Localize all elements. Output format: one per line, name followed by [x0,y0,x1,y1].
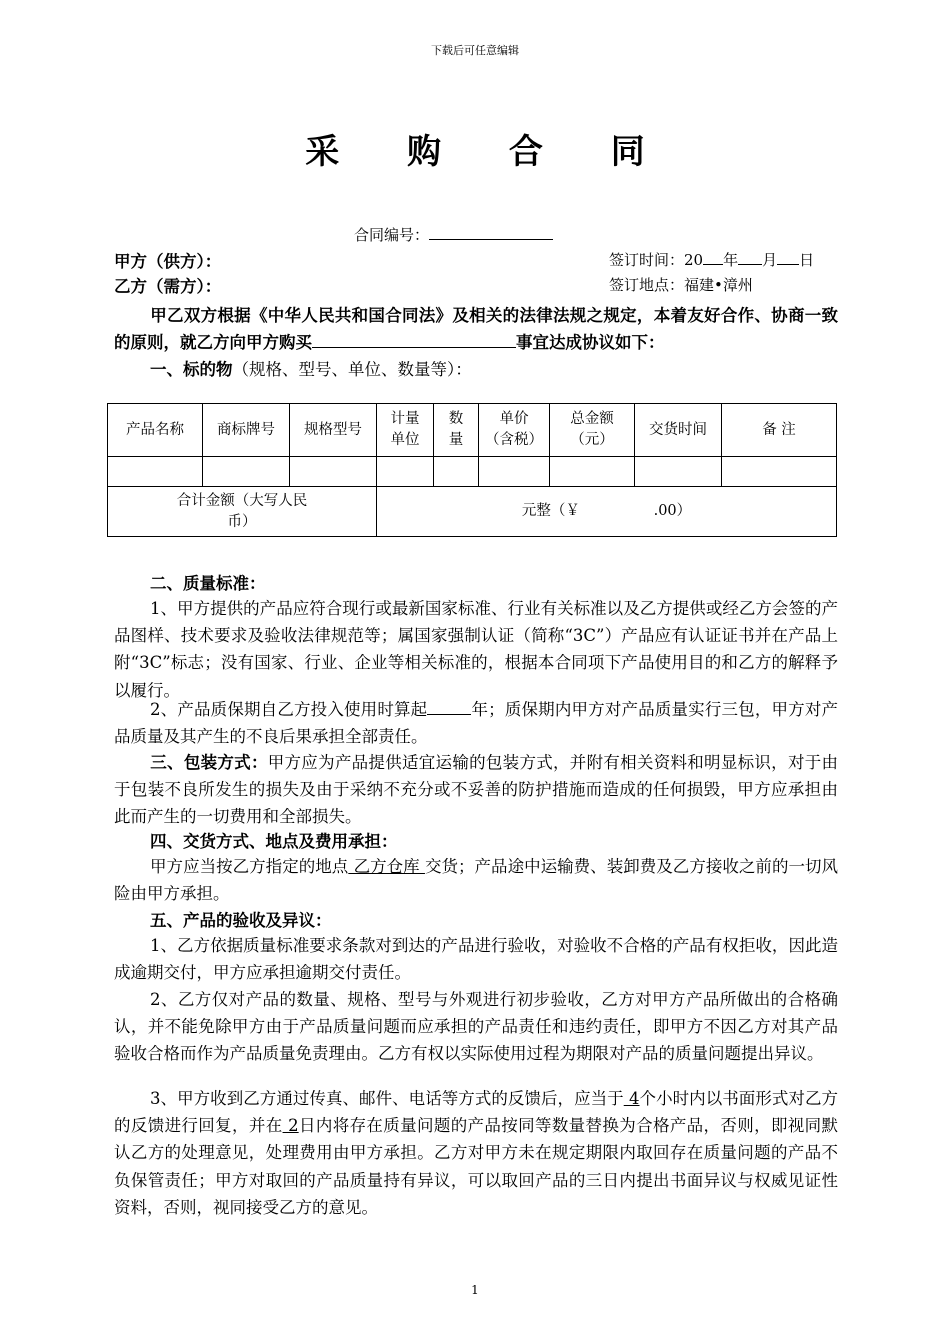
section-1-title: 一、标的物 [150,360,233,379]
col-total-amount: 总金额 （元） [550,404,635,457]
party-a-label: 甲方（供方）： [114,252,222,271]
cell-total-amount[interactable] [550,457,635,487]
cell-product-name[interactable] [108,457,203,487]
section-2-heading: 二、质量标准： [150,574,266,593]
section-5-paragraph-3: 3、甲方收到乙方通过传真、邮件、电话等方式的反馈后，应当于 4个小时内以书面形式对乙方的反馈进行回复，并在 2日内将存在质量问题的产品按同等数量替换为合格产品，否则，即视同默认乙方的处理意见，处理费用由甲方承担。乙方对甲方未在规定期限内取回存在质量问题的产品不负保管责任；甲方对取回的产品质量持有异议，可以取回产品的三日内提出书面异议与权威见证性资料，否则，视同接受乙方的意见。 [114,1089,839,1217]
cell-unit[interactable] [377,457,434,487]
page-number: 1 [471,1283,479,1297]
total-amount-value[interactable]: 元整（￥ .00） [377,487,837,537]
contract-number-label: 合同编号： [354,226,430,244]
party-b-label: 乙方（需方）： [114,277,222,296]
intro-paragraph [114,302,838,356]
purchase-item-blank[interactable] [312,333,516,348]
spec-table [107,403,837,537]
col-product-name: 产品名称 [108,404,203,457]
col-remarks: 备 注 [722,404,837,457]
contract-number-line [354,224,553,245]
contract-number-blank[interactable] [429,225,553,240]
cell-brand[interactable] [203,457,290,487]
sign-day-unit: 日 [799,251,815,269]
col-unit: 计量 单位 [377,404,434,457]
reply-hours: 4 [623,1089,640,1108]
col-delivery-time: 交货时间 [635,404,722,457]
sign-month-blank[interactable] [738,250,762,265]
table-header-row [108,404,837,457]
section-2-paragraph-2: 2、产品质保期自乙方投入使用时算起 年；质保期内甲方对产品质量实行三包，甲方对产品质量及其产生的不良后果承担全部责任。 [114,700,839,747]
sign-day-blank[interactable] [777,250,799,265]
section-3-title: 三、包装方式： [150,753,268,772]
replace-days: 2 [282,1116,299,1136]
section-3-paragraph: 三、包装方式：甲方应为产品提供适宜运输的包装方式，并附有相关资料和明显标识，对于由于包装不良所发生的损失及由于采纳不充分或不妥善的防护措施而造成的任何损毁，甲方应承担由此而产生的一切费用和全部损失。 [114,753,839,827]
cell-remarks[interactable] [722,457,837,487]
col-spec-model: 规格型号 [290,404,377,457]
total-amount-label: 合计金额（大写人民 币） [108,487,377,537]
section-5-paragraph-1: 1、乙方依据质量标准要求条款对到达的产品进行验收，对验收不合格的产品有权拒收，因此造成逾期交付，甲方应承担逾期交付责任。 [114,936,838,983]
col-unit-price: 单价 （含税） [479,404,550,457]
section-1-heading [150,356,472,380]
intro-text-2: 事宜达成协议如下： [516,333,665,353]
sign-month-unit: 月 [762,251,778,269]
section-4-heading: 四、交货方式、地点及费用承担： [150,832,398,851]
sign-year-unit: 年 [723,251,739,269]
header-note: 下载后可任意编辑 [431,44,519,57]
sign-time-label: 签订时间：20 [609,251,704,269]
section-4-paragraph: 甲方应当按乙方指定的地点 乙方仓库 交货；产品途中运输费、装卸费及乙方接收之前的一切风险由甲方承担。 [114,857,839,904]
col-brand: 商标牌号 [203,404,290,457]
section-5-heading: 五、产品的验收及异议： [150,911,332,930]
sign-place: 签订地点：福建•漳州 [609,276,753,294]
section-1-note: （规格、型号、单位、数量等）： [232,360,472,379]
cell-quantity[interactable] [434,457,479,487]
delivery-place: 乙方仓库 [348,857,425,876]
section-2-paragraph-1: 1、甲方提供的产品应符合现行或最新国家标准、行业有关标准以及乙方提供或经乙方会签的产品图样、技术要求及验收法律规范等；属国家强制认证（简称“3C”）产品应有认证证书并在产品上附“3C”标志；没有国家、行业、企业等相关标准的，根据本合同项下产品使用目的和乙方的解释予以履行。 [114,599,838,700]
cell-delivery-time[interactable] [635,457,722,487]
intro-text-1: 甲乙双方根据《中华人民共和国合同法》及相关的法律法规之规定，本着友好合作、协商一致的原则，就乙方向甲方购买 [114,306,838,353]
section-5-paragraph-2: 2、乙方仅对产品的数量、规格、型号与外观进行初步验收，乙方对甲方产品所做出的合格确认，并不能免除甲方由于产品质量问题而应承担的产品责任和违约责任，即甲方不因乙方对其产品验收合格而作为产品质量免责理由。乙方有权以实际使用过程为期限对产品的质量问题提出异议。 [114,990,838,1064]
cell-spec-model[interactable] [290,457,377,487]
table-total-row [108,487,837,537]
cell-unit-price[interactable] [479,457,550,487]
warranty-years-blank[interactable] [427,700,471,715]
document-title: 采 购 合 同 [305,132,673,172]
col-quantity: 数 量 [434,404,479,457]
sign-time-line [609,249,814,270]
table-row [108,457,837,487]
sign-year-blank[interactable] [703,250,723,265]
